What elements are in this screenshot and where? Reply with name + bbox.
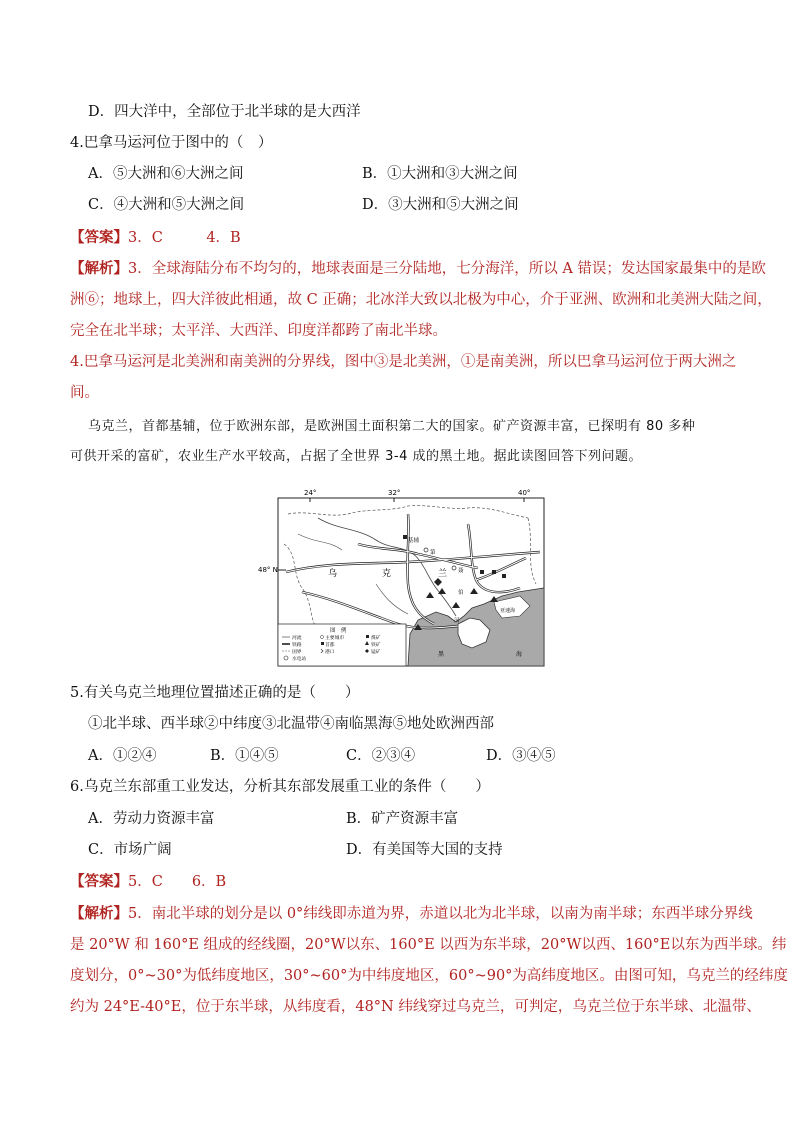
explanation-2-line-2: 是 20°W 和 160°E 组成的经线圈，20°W以东、160°E 以西为东半球，20°W以西、160°E以东为西半球。纬 xyxy=(70,937,787,953)
lon-label-24: 24° xyxy=(304,489,317,497)
explanation-tag: 【解析】 xyxy=(70,905,128,922)
explanation-tag: 【解析】 xyxy=(70,260,128,277)
explanation-1-line-5: 间。 xyxy=(70,385,99,401)
q4-option-a: A．⑤大洲和⑥大洲之间 xyxy=(88,166,244,182)
q5-option-a: A．①②④ xyxy=(88,748,157,764)
legend-railway: 铁路 xyxy=(292,643,302,648)
q5-option-b: B．①④⑤ xyxy=(210,748,279,764)
sea-label-sea: 海 xyxy=(516,651,523,658)
q4-option-d: D．③大洲和⑤大洲之间 xyxy=(362,197,519,213)
q6-option-b: B．矿产资源丰富 xyxy=(346,811,459,827)
answer-block-2 xyxy=(70,872,226,892)
q5-option-d: D．③④⑤ xyxy=(486,748,556,764)
ukraine-map xyxy=(258,484,548,670)
answer-tag: 【答案】 xyxy=(70,229,128,246)
q6-option-d: D．有美国等大国的支持 xyxy=(346,842,503,858)
answer-block-1 xyxy=(70,228,241,248)
explanation-2-line-1 xyxy=(70,904,753,924)
legend-hydro: 水电站 xyxy=(292,657,307,662)
q6-stem: 6.乌克兰东部重工业发达，分析其东部发展重工业的条件（ ） xyxy=(70,779,490,795)
passage-line-1: 乌克兰，首都基辅，位于欧洲东部，是欧洲国土面积第二大的国家。矿产资源丰富，已探明有 80 多种 xyxy=(88,419,696,434)
explanation-1-line-4: 4.巴拿马运河是北美洲和南美洲的分界线，图中③是北美洲，①是南美洲，所以巴拿马运河位于两大洲之 xyxy=(70,354,737,370)
explanation-1-line-2: 洲⑥；地球上，四大洋彼此相通，故 C 正确；北冰洋大致以北极为中心，介于亚洲、欧洲和北美洲大陆之间， xyxy=(70,292,772,308)
q6-option-a: A．劳动力资源丰富 xyxy=(88,811,215,827)
river-label: 河 xyxy=(454,618,460,624)
q5-statements: ①北半球、西半球②中纬度③北温带④南临黑海⑤地处欧洲西部 xyxy=(88,716,494,732)
q3-option-d: D．四大洋中，全部位于北半球的是大西洋 xyxy=(88,104,361,120)
legend-border: 国界 xyxy=(292,650,302,655)
city-label-1: 第 xyxy=(430,550,436,556)
map-legend xyxy=(278,624,406,666)
city-label-kyiv: 基辅 xyxy=(408,538,420,544)
explanation-2-line-3: 度划分，0°~30°为低纬度地区，30°~60°为中纬度地区，60°~90°为高纬度地区。由图可知，乌克兰的经纬度 xyxy=(70,968,788,984)
explanation-1-line-1 xyxy=(70,259,766,279)
legend-port: 港口 xyxy=(325,650,335,655)
q5-stem: 5.有关乌克兰地理位置描述正确的是（ ） xyxy=(70,685,360,701)
legend-river: 河流 xyxy=(292,636,302,641)
country-char-3: 兰 xyxy=(438,569,448,579)
q4-option-c: C．④大洲和⑤大洲之间 xyxy=(88,197,245,213)
lat-label-48n: 48° N xyxy=(258,566,278,574)
legend-capital: 首都 xyxy=(325,643,335,648)
city-label-3: 伯 xyxy=(458,590,464,596)
legend-coal: 煤矿 xyxy=(371,636,381,641)
q6-option-c: C．市场广阔 xyxy=(88,842,172,858)
legend-city: 主要城市 xyxy=(325,636,345,641)
country-char-2: 克 xyxy=(382,569,392,579)
explanation-1-line-3: 完全在北半球；太平洋、大西洋、印度洋都跨了南北半球。 xyxy=(70,323,447,339)
sea-label-azov: 亚速海 xyxy=(500,608,516,614)
country-char-1: 乌 xyxy=(328,569,338,579)
sea-label-black: 黑 xyxy=(438,651,445,658)
explanation-text: 5．南北半球的划分是以 0°纬线即赤道为界，赤道以北为北半球，以南为南半球；东西半球分界线 xyxy=(128,906,753,922)
answer-text: 5．C 6．B xyxy=(128,874,227,890)
capital-marker xyxy=(403,535,407,539)
answer-text: 3．C 4．B xyxy=(128,230,241,246)
legend-manganese: 锰矿 xyxy=(371,650,381,655)
lon-label-32: 32° xyxy=(388,489,401,497)
lon-label-40: 40° xyxy=(518,489,531,497)
legend-title: 图 例 xyxy=(330,628,347,634)
passage-line-2: 可供开采的富矿，农业生产水平较高，占据了全世界 3-4 成的黑土地。据此读图回答下列问题。 xyxy=(70,449,642,464)
legend-iron: 铁矿 xyxy=(371,643,381,648)
explanation-2-line-4: 约为 24°E-40°E，位于东半球，从纬度看，48°N 纬线穿过乌克兰，可判定，乌克兰位于东半球、北温带、 xyxy=(70,999,761,1015)
answer-tag: 【答案】 xyxy=(70,873,128,890)
q5-option-c: C．②③④ xyxy=(346,748,416,764)
q4-stem: 4.巴拿马运河位于图中的（ ） xyxy=(70,135,273,151)
q4-option-b: B．①大洲和③大洲之间 xyxy=(362,166,518,182)
explanation-text: 3．全球海陆分布不均匀的，地球表面是三分陆地，七分海洋，所以 A 错误；发达国家最集中的是欧 xyxy=(128,261,766,277)
city-label-2: 聂 xyxy=(458,568,464,574)
